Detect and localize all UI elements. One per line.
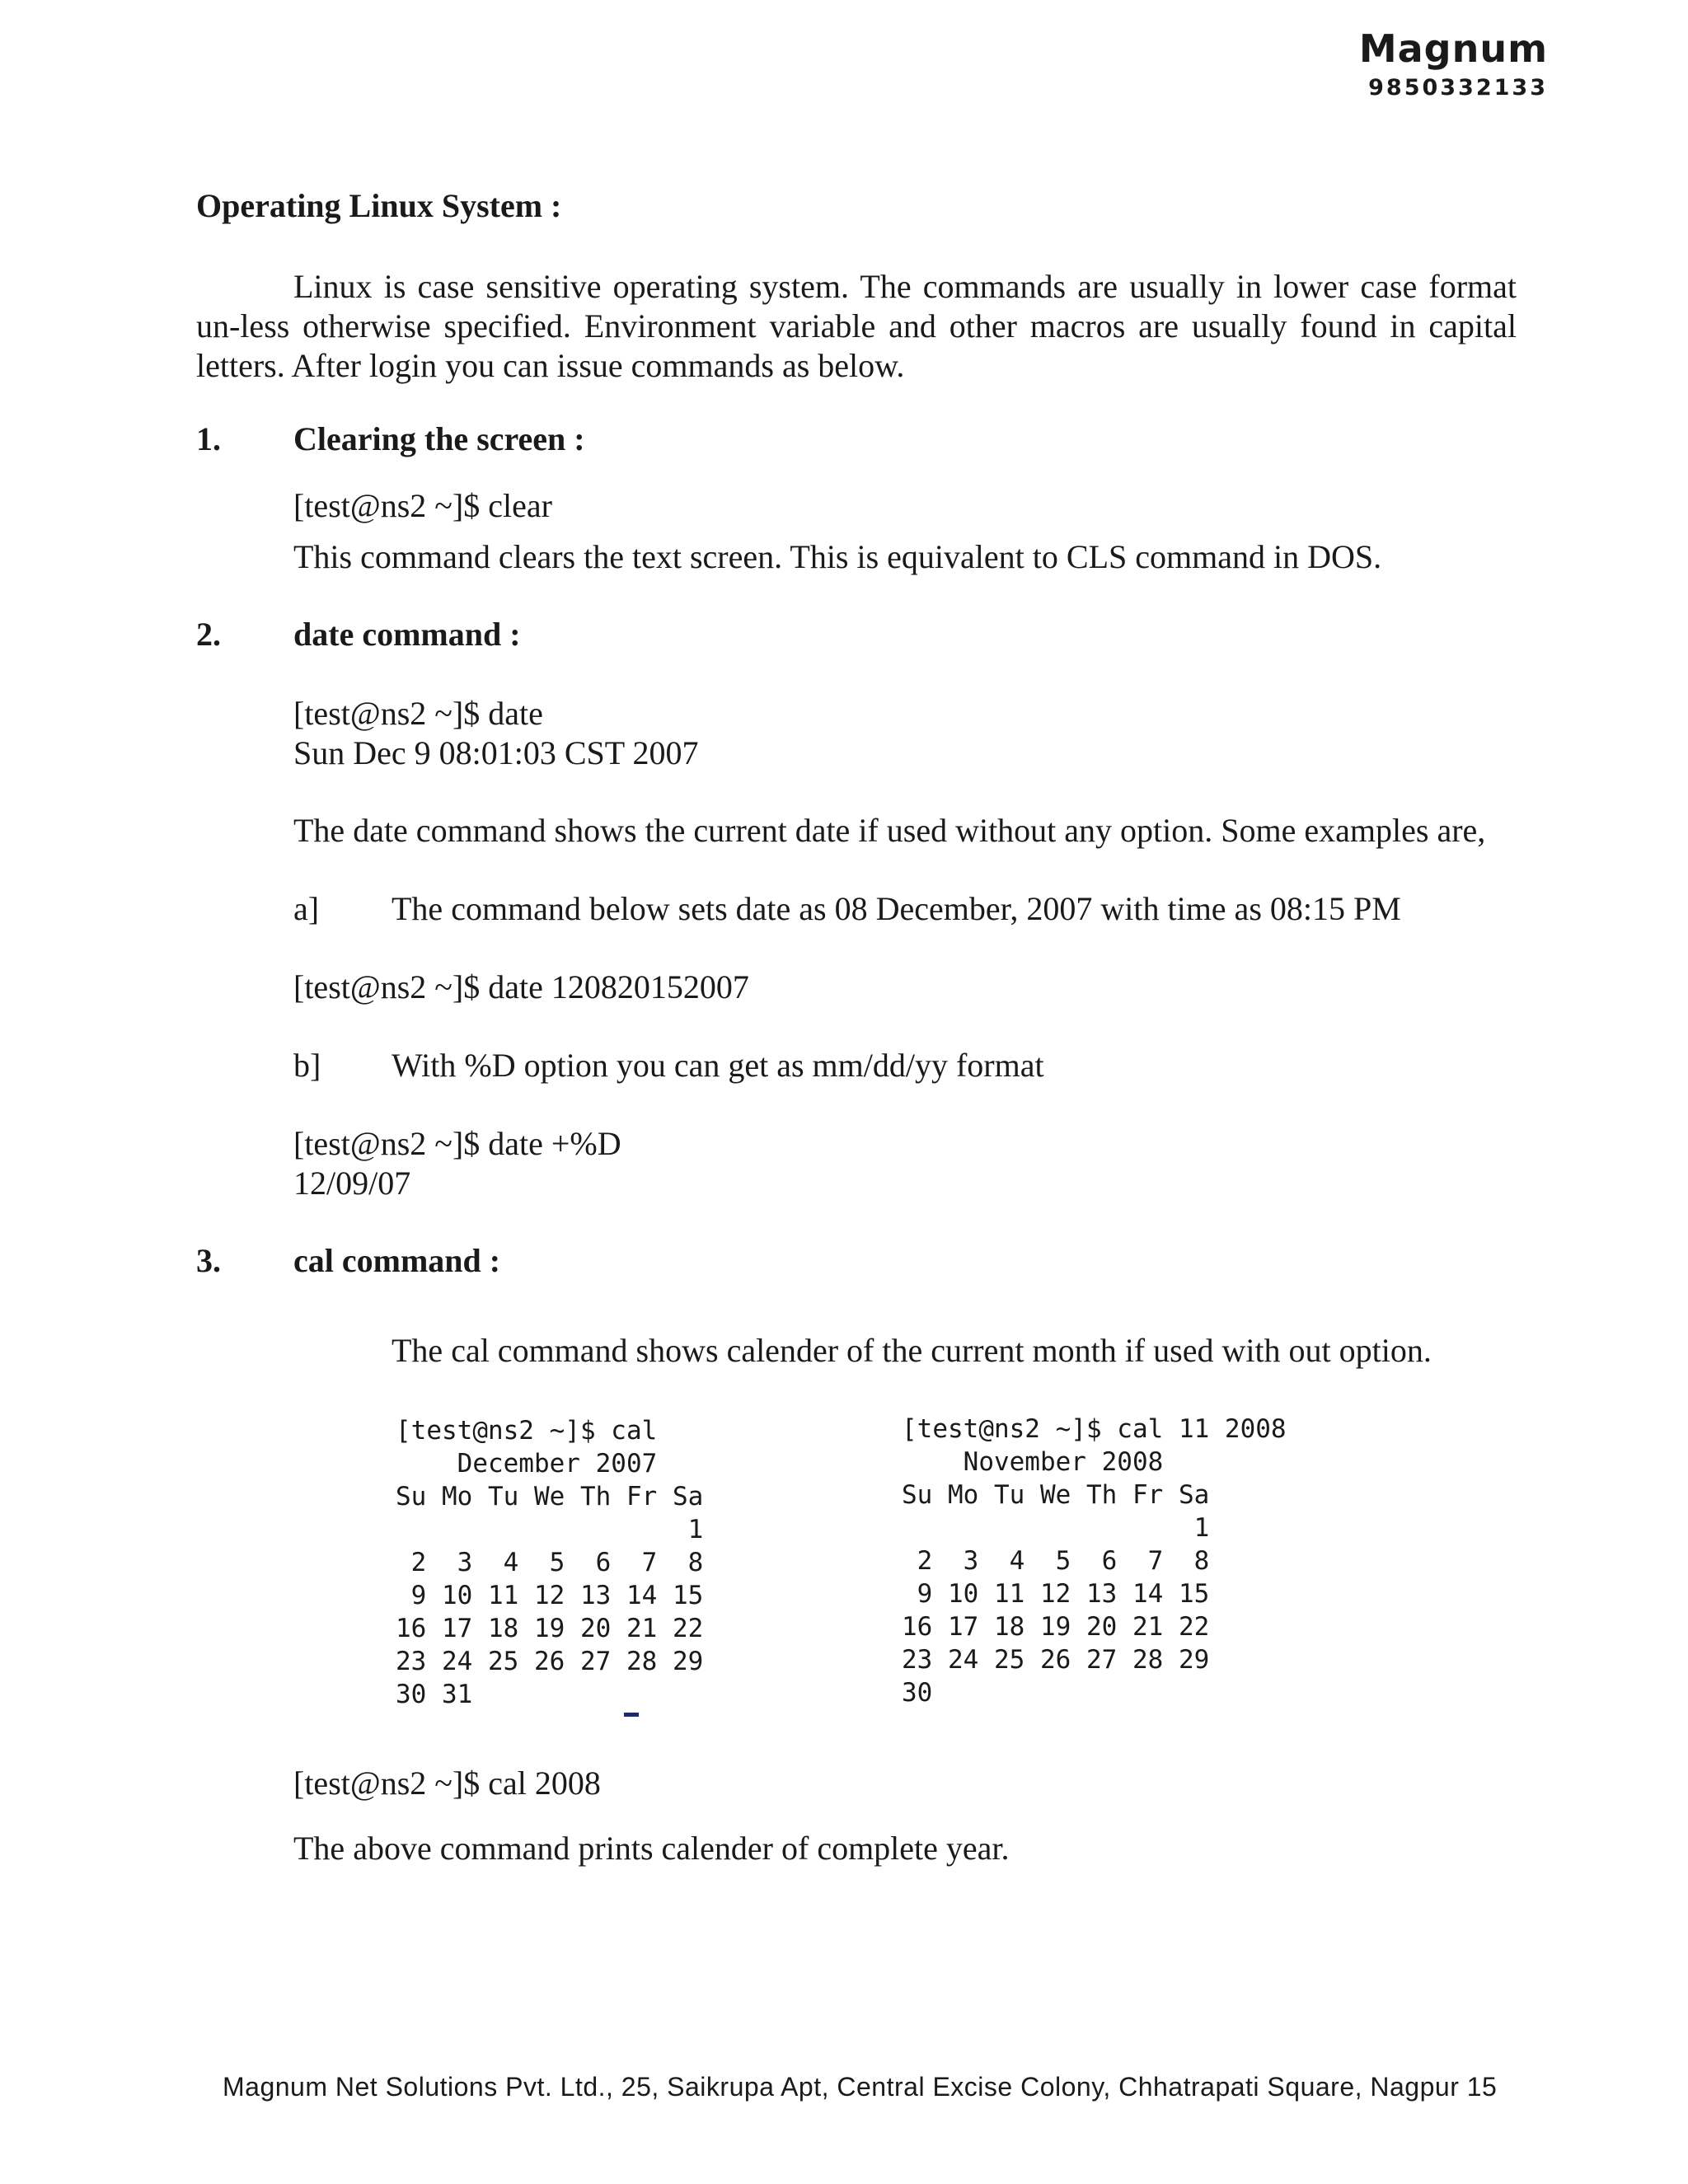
section-1-description: This command clears the text screen. This is equivalent to CLS command in DOS. [293, 538, 1382, 575]
page-title: Operating Linux System : [196, 187, 562, 224]
section-2-output: Sun Dec 9 08:01:03 CST 2007 [293, 734, 699, 771]
calendar-prompt: [test@ns2 ~]$ cal 11 2008 [902, 1414, 1287, 1444]
calendar-line: 23 24 25 26 27 28 29 [396, 1647, 704, 1676]
example-a-text: The command below sets date as 08 December, 2007 with time as 08:15 PM [392, 890, 1401, 927]
calendar-line: 16 17 18 19 20 21 22 [396, 1614, 704, 1643]
brand-name: Magnum [1358, 26, 1548, 71]
section-3-description: The cal command shows calender of the current month if used with out option. [392, 1332, 1432, 1369]
section-2-heading: date command : [293, 616, 521, 653]
section-1-heading: Clearing the screen : [293, 420, 585, 457]
section-3-command: [test@ns2 ~]$ cal 2008 [293, 1765, 601, 1802]
calendar-line: 1 [396, 1515, 704, 1544]
section-2-number: 2. [196, 616, 221, 653]
calendar-line: Su Mo Tu We Th Fr Sa [902, 1480, 1210, 1510]
calendar-line: 2 3 4 5 6 7 8 [902, 1546, 1210, 1576]
calendar-line: Su Mo Tu We Th Fr Sa [396, 1482, 704, 1511]
calendar-line: December 2007 [396, 1449, 658, 1479]
calendar-line: 30 31 [396, 1680, 473, 1709]
section-2-command: [test@ns2 ~]$ date [293, 695, 543, 732]
intro-paragraph [196, 267, 1517, 386]
example-b-command: [test@ns2 ~]$ date +%D [293, 1125, 621, 1162]
brand-header [1359, 23, 1548, 102]
calendar-prompt: [test@ns2 ~]$ cal [396, 1416, 658, 1446]
calendar-line: 23 24 25 26 27 28 29 [902, 1645, 1210, 1675]
example-a-marker: a] [293, 890, 320, 927]
calendar-line: 9 10 11 12 13 14 15 [396, 1581, 704, 1610]
section-1-command: [test@ns2 ~]$ clear [293, 487, 552, 524]
calendar-line: 2 3 4 5 6 7 8 [396, 1548, 704, 1577]
calendar-line: November 2008 [902, 1447, 1164, 1477]
example-a-command: [test@ns2 ~]$ date 120820152007 [293, 968, 749, 1005]
section-3-heading: cal command : [293, 1242, 501, 1279]
calendar-december-2007 [396, 1414, 703, 1711]
intro-text: Linux is case sensitive operating system. The commands are usually in lower case format un-less otherwise specified. Environment variable and other macros are usually found in capital letters. After login you can issue commands as below. [196, 268, 1517, 384]
calendar-line: 16 17 18 19 20 21 22 [902, 1612, 1210, 1642]
section-3-closing: The above command prints calender of complete year. [293, 1830, 1010, 1867]
brand-phone: 9850332133 [1368, 75, 1548, 101]
section-1-number: 1. [196, 420, 221, 457]
calendar-line: 30 [902, 1678, 933, 1708]
section-3-number: 3. [196, 1242, 221, 1279]
example-b-text: With %D option you can get as mm/dd/yy format [392, 1047, 1044, 1084]
calendar-line: 1 [902, 1513, 1210, 1543]
example-b-output: 12/09/07 [293, 1165, 411, 1202]
page-footer: Magnum Net Solutions Pvt. Ltd., 25, Saikrupa Apt, Central Excise Colony, Chhatrapati Square, Nagpur 15 [223, 2072, 1498, 2102]
example-b-marker: b] [293, 1047, 321, 1084]
calendar-november-2008 [902, 1413, 1287, 1709]
section-2-description: The date command shows the current date if used without any option. Some examples are, [293, 812, 1486, 849]
terminal-cursor [624, 1713, 639, 1717]
calendar-line: 9 10 11 12 13 14 15 [902, 1579, 1210, 1609]
